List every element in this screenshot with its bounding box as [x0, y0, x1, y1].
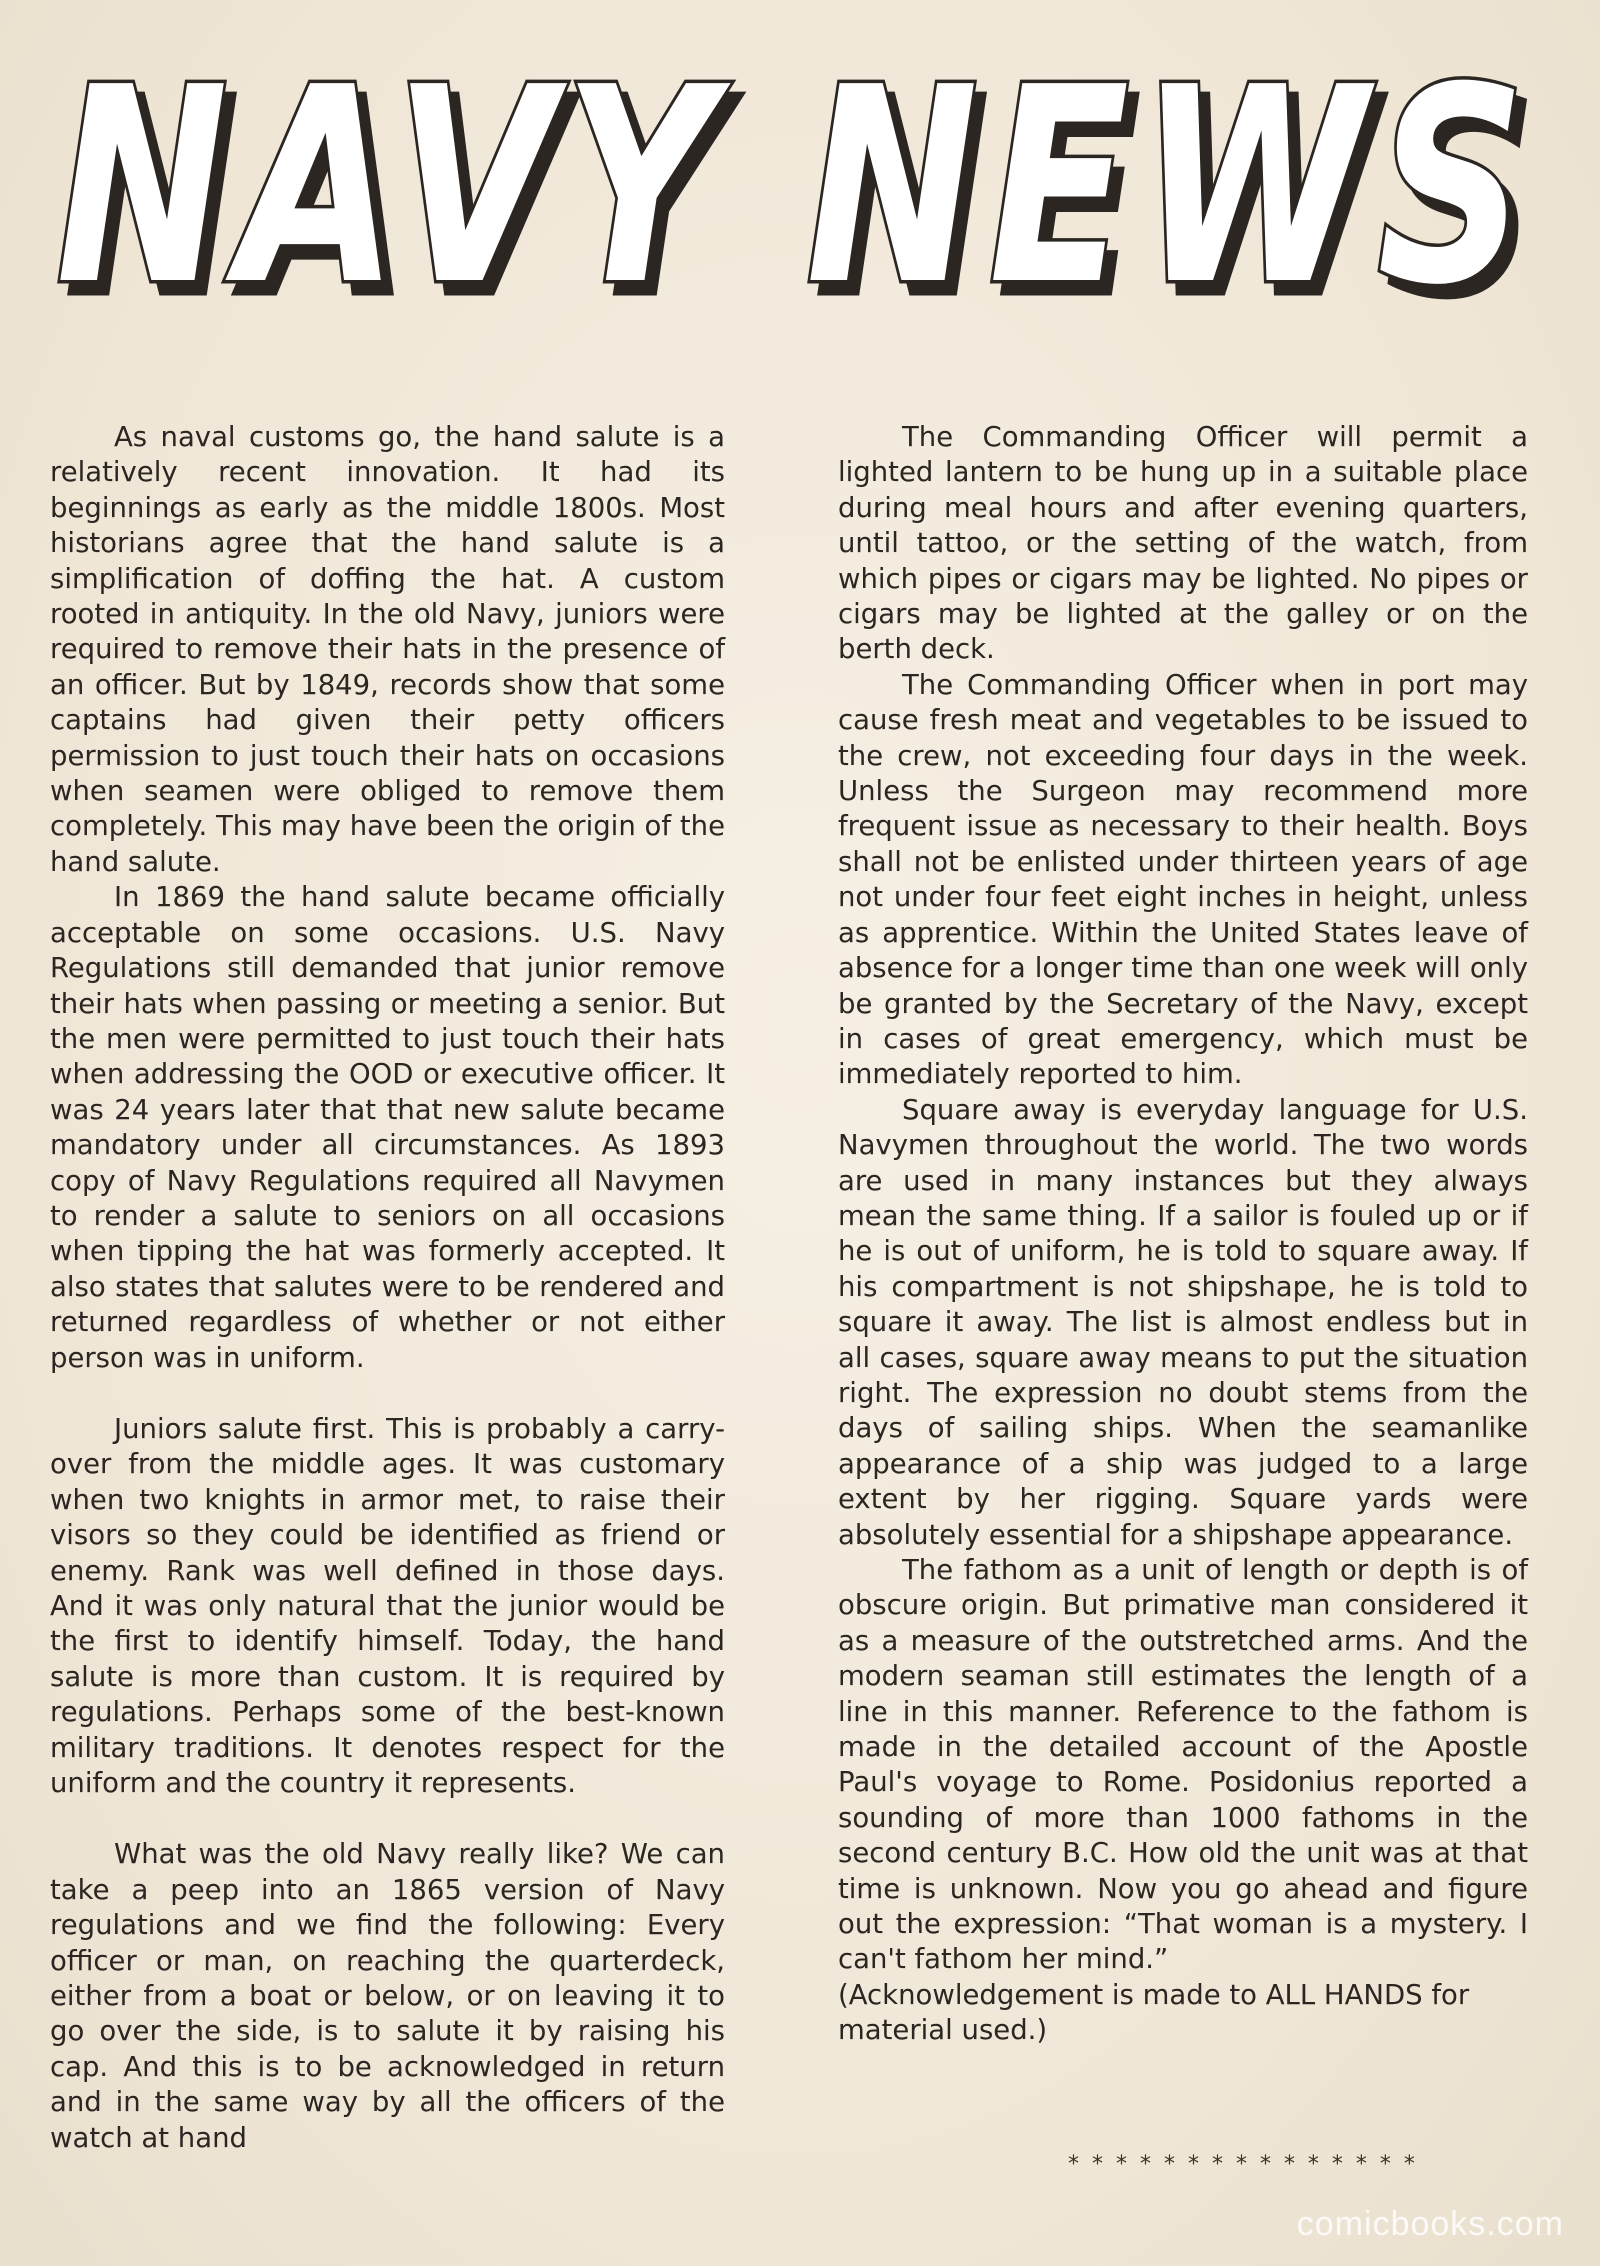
paragraph-fathom: The fathom as a unit of length or depth is of obscure origin. But primative man considered it as a measure of the outstretched arms. And the modern seaman still estimates the length of a line in this manner. Reference to the fathom is made in the detailed account of the Apostle Paul's voyage to Rome. Posidonius reported a sounding of more than 1000 fathoms in the second century B.C. How old the unit was at that time is unknown. Now you go ahead and figure out the expression: “That woman is a mystery. I can't fathom her mind.”: [838, 1554, 1528, 1976]
watermark: comicbooks.com: [1296, 2205, 1564, 2243]
acknowledgement: (Acknowledgement is made to ALL HANDS for material used.): [838, 1978, 1470, 2047]
right-column: [838, 420, 1528, 2049]
paragraph-lantern: The Commanding Officer will permit a lighted lantern to be hung up in a suitable place during meal hours and after evening quarters, until tattoo, or the setting of the watch, from which pipes or cigars may be lighted. No pipes or cigars may be lighted at the galley or on the berth deck.: [838, 421, 1528, 666]
paragraph-fresh-meat: The Commanding Officer when in port may cause fresh meat and vegetables to be issued to the crew, not exceeding four days in the week. Unless the Surgeon may recommend more frequent issue as necessary to their health. Boys shall not be enlisted under thirteen years of age not under four feet eight inches in height, unless as apprentice. Within the United States leave of absence for a longer time than one week will only be granted by the Secretary of the Navy, except in cases of great emergency, which must be immediately reported to him.: [838, 668, 1528, 1091]
masthead-title: NAVY NEWS: [56, 30, 1536, 330]
left-column: [50, 420, 725, 2156]
paragraph-old-navy: What was the old Navy really like? We can take a peep into an 1865 version of Navy regulations and we find the following: Every officer or man, on reaching the quarterdeck, either from a boat or below, or on leaving it to go over the side, is to salute it by raising his cap. And this is to be acknowledged in return and in the same way by all the officers of the watch at hand: [50, 1838, 725, 2154]
paragraph-1869-salute: In 1869 the hand salute became officially acceptable on some occasions. U.S. Navy Regulations still demanded that junior remove their hats when passing or meeting a senior. But the men were permitted to just touch their hats when addressing the OOD or executive officer. It was 24 years later that that new salute became mandatory under all circumstances. As 1893 copy of Navy Regulations required all Navymen to render a salute to seniors on all occasions when tipping the hat was formerly accepted. It also states that salutes were to be rendered and returned regardless of whether or not either person was in uniform.: [50, 881, 725, 1374]
masthead-title-shadow: NAVY NEWS: [66, 41, 1546, 330]
masthead: [40, 30, 1560, 330]
paragraph-hand-salute-origin: As naval customs go, the hand salute is a relatively recent innovation. It had its beginnings as early as the middle 1800s. Most historians agree that the hand salute is a simplification of doffing the hat. A custom rooted in antiquity. In the old Navy, juniors were required to remove their hats in the presence of an officer. But by 1849, records show that some captains had given their petty officers permission to just touch their hats on occasions when seamen were obliged to remove them completely. This may have been the origin of the hand salute.: [50, 421, 725, 878]
end-mark: * * * * * * * * * * * * * * *: [1068, 2152, 1418, 2177]
paragraph-juniors-salute-first: Juniors salute first. This is probably a carry-over from the middle ages. It was customary when two knights in armor met, to raise their visors so they could be identified as friend or enemy. Rank was well defined in those days. And it was only natural that the junior would be the first to identify himself. Today, the hand salute is more than custom. It is required by regulations. Perhaps some of the best-known military traditions. It denotes respect for the uniform and the country it represents.: [50, 1412, 725, 1800]
masthead-lettering: [40, 30, 1560, 330]
paragraph-square-away: Square away is everyday language for U.S. Navymen throughout the world. The two words are used in many instances but they always mean the same thing. If a sailor is fouled up or if he is out of uniform, he is told to square away. If his compartment is not shipshape, he is told to square it away. The list is almost endless but in all cases, square away means to put the situation right. The expression no doubt stems from the days of sailing ships. When the seamanlike appearance of a ship was judged to a large extent by her rigging. Square yards were absolutely essential for a shipshape appearance.: [838, 1093, 1528, 1551]
